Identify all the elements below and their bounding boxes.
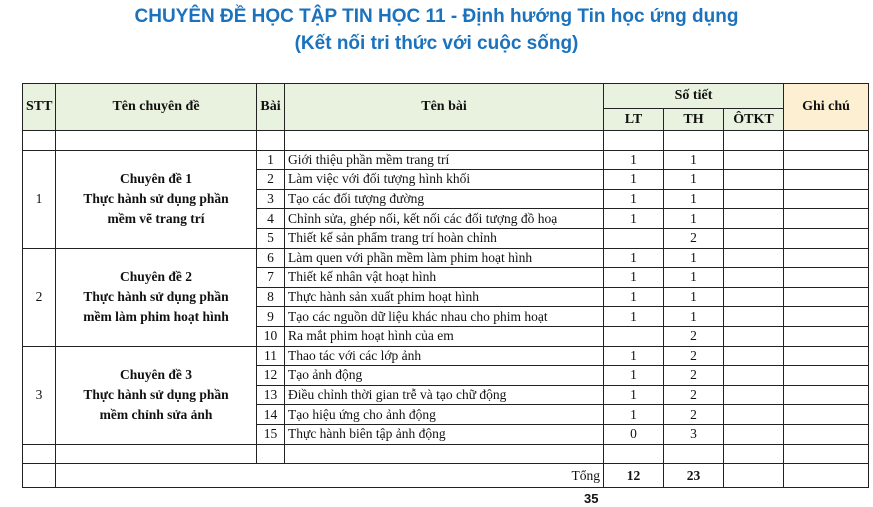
lesson-otkt [724,326,784,346]
topic-stt: 2 [23,248,56,346]
lesson-otkt [724,268,784,288]
empty-cell [784,444,869,464]
header-lesson: Tên bài [285,84,604,131]
lesson-name: Thao tác với các lớp ảnh [285,346,604,366]
empty-row [23,444,869,464]
topic-title: Thực hành sử dụng phần mềm làm phim hoạt hình [83,289,229,325]
lesson-lt: 1 [604,307,664,327]
lesson-number: 7 [257,268,285,288]
total-note [784,464,869,488]
document-subtitle: (Kết nối tri thức với cuộc sống) [294,33,579,54]
lesson-number: 1 [257,150,285,170]
topic-name [56,150,257,248]
total-th: 23 [664,464,724,488]
lesson-name: Ra mắt phim hoạt hình của em [285,326,604,346]
lesson-th: 2 [664,405,724,425]
empty-row [23,131,869,151]
lesson-otkt [724,150,784,170]
topic-stt: 3 [23,346,56,444]
lesson-otkt [724,346,784,366]
lesson-otkt [724,405,784,425]
lesson-number: 8 [257,287,285,307]
lesson-otkt [724,366,784,386]
lesson-note [784,346,869,366]
lesson-otkt [724,307,784,327]
empty-cell [257,444,285,464]
lesson-note [784,189,869,209]
lesson-th: 1 [664,209,724,229]
lesson-number: 6 [257,248,285,268]
empty-cell [56,444,257,464]
topic-title: Thực hành sử dụng phần mềm vẽ trang trí [83,191,229,227]
topic-label: Chuyên đề 2 [119,269,192,285]
lesson-name: Tạo các nguồn dữ liệu khác nhau cho phim hoạt [285,307,604,327]
lesson-lt: 1 [604,346,664,366]
header-lesson-no: Bài [257,84,285,131]
lesson-otkt [724,228,784,248]
lesson-th: 1 [664,189,724,209]
lesson-note [784,405,869,425]
topic-label: Chuyên đề 3 [119,367,192,383]
total-label: Tổng [56,464,604,488]
lesson-lt: 1 [604,268,664,288]
header-note: Ghi chú [784,84,869,131]
header-lt: LT [604,109,664,131]
lesson-note [784,209,869,229]
header-periods: Số tiết [604,84,784,109]
header-topic: Tên chuyên đề [56,84,257,131]
lesson-lt: 1 [604,150,664,170]
lesson-note [784,248,869,268]
lesson-number: 10 [257,326,285,346]
lesson-number: 12 [257,366,285,386]
empty-cell [664,444,724,464]
topic-label: Chuyên đề 1 [119,171,192,187]
lesson-th: 1 [664,287,724,307]
empty-cell [604,444,664,464]
lesson-number: 3 [257,189,285,209]
lesson-otkt [724,209,784,229]
empty-cell [23,464,56,488]
lesson-th: 1 [664,307,724,327]
lesson-lt: 1 [604,366,664,386]
lesson-lt [604,326,664,346]
lesson-name: Chỉnh sửa, ghép nối, kết nối các đối tượng đồ hoạ [285,209,604,229]
lesson-otkt [724,248,784,268]
lesson-note [784,268,869,288]
lesson-th: 1 [664,248,724,268]
lesson-note [784,366,869,386]
header-otkt: ÔTKT [724,109,784,131]
lesson-th: 3 [664,424,724,444]
lesson-otkt [724,424,784,444]
lesson-name: Tạo ảnh động [285,366,604,386]
table-row [23,150,869,170]
table-body [23,131,869,488]
lesson-name: Thiết kế sản phẩm trang trí hoàn chỉnh [285,228,604,248]
lesson-otkt [724,385,784,405]
topic-title: Thực hành sử dụng phần mềm chỉnh sửa ảnh [83,387,229,423]
lesson-name: Làm việc với đối tượng hình khối [285,170,604,190]
lesson-lt [604,228,664,248]
lesson-note [784,307,869,327]
lesson-th: 2 [664,228,724,248]
lesson-number: 5 [257,228,285,248]
lesson-lt: 1 [604,405,664,425]
lesson-name: Làm quen với phần mềm làm phim hoạt hình [285,248,604,268]
lesson-th: 1 [664,150,724,170]
lesson-number: 13 [257,385,285,405]
header-th: TH [664,109,724,131]
lesson-note [784,170,869,190]
lesson-lt: 1 [604,209,664,229]
lesson-number: 15 [257,424,285,444]
page-number: 35 [584,491,599,506]
empty-cell [23,444,56,464]
lesson-name: Thiết kế nhân vật hoạt hình [285,268,604,288]
lesson-otkt [724,170,784,190]
lesson-lt: 1 [604,189,664,209]
lesson-number: 11 [257,346,285,366]
lesson-number: 4 [257,209,285,229]
lesson-th: 2 [664,366,724,386]
lesson-th: 1 [664,170,724,190]
table-row [23,346,869,366]
lesson-lt: 1 [604,385,664,405]
lesson-lt: 1 [604,248,664,268]
lesson-number: 2 [257,170,285,190]
lesson-name: Điều chỉnh thời gian trễ và tạo chữ động [285,385,604,405]
lesson-note [784,326,869,346]
empty-cell [285,444,604,464]
header-stt: STT [23,84,56,131]
document-title: CHUYÊN ĐỀ HỌC TẬP TIN HỌC 11 - Định hướng Tin học ứng dụng [134,6,739,27]
lesson-note [784,385,869,405]
total-otkt [724,464,784,488]
lesson-note [784,424,869,444]
lesson-lt: 0 [604,424,664,444]
lesson-number: 14 [257,405,285,425]
lesson-note [784,228,869,248]
lesson-th: 2 [664,385,724,405]
lesson-th: 2 [664,346,724,366]
lesson-name: Tạo các đối tượng đường [285,189,604,209]
topic-stt: 1 [23,150,56,248]
lesson-name: Thực hành biên tập ảnh động [285,424,604,444]
lesson-th: 2 [664,326,724,346]
lesson-note [784,287,869,307]
lesson-name: Tạo hiệu ứng cho ảnh động [285,405,604,425]
lesson-name: Giới thiệu phần mềm trang trí [285,150,604,170]
table-row [23,248,869,268]
lesson-number: 9 [257,307,285,327]
total-row [23,464,869,488]
lesson-lt: 1 [604,287,664,307]
topic-name [56,346,257,444]
lesson-lt: 1 [604,170,664,190]
empty-cell [724,444,784,464]
lesson-name: Thực hành sản xuất phim hoạt hình [285,287,604,307]
lesson-th: 1 [664,268,724,288]
curriculum-table [22,83,869,488]
lesson-note [784,150,869,170]
lesson-otkt [724,189,784,209]
total-lt: 12 [604,464,664,488]
lesson-otkt [724,287,784,307]
topic-name [56,248,257,346]
